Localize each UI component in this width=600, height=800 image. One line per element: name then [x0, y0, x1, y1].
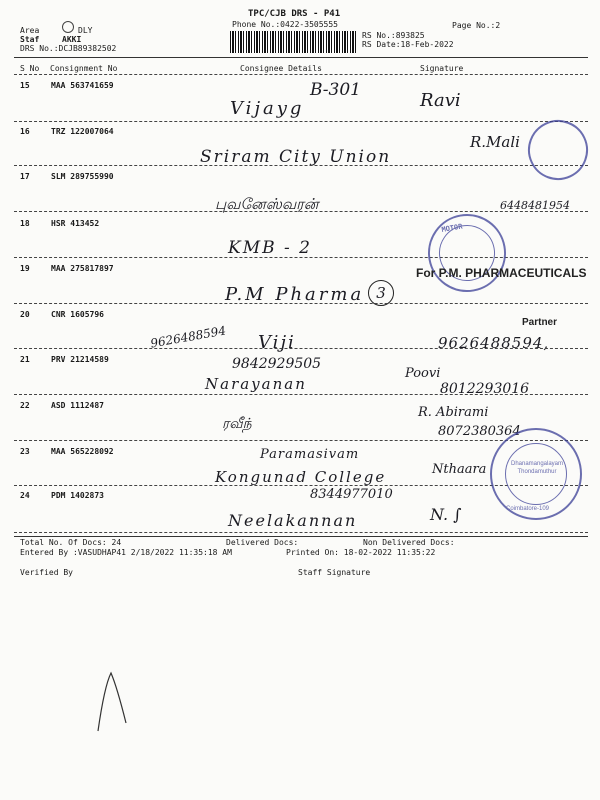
row-consignment: PDM 1402873 [51, 491, 104, 500]
rubber-stamp [520, 112, 597, 189]
row-signature: R. Abirami [418, 405, 489, 420]
rs-number: RS No.:893825 [362, 31, 425, 40]
motor-stamp [422, 208, 512, 298]
row-consignee-extra: 9842929505 [232, 356, 322, 372]
row-consignee-name: Viji [258, 332, 296, 353]
row-consignment: MAA 275817897 [51, 264, 114, 273]
area-label: Area [20, 26, 40, 35]
row-divider [14, 121, 588, 122]
row-sno: 20 [20, 310, 30, 319]
row-consignee-name: Neelakannan [228, 511, 358, 530]
row-consignee-name: KMB - 2 [228, 238, 312, 258]
row-consignee-extra: 8344977010 [310, 487, 393, 502]
motor-stamp-text: MOTOR [440, 222, 464, 234]
row-divider [14, 211, 588, 212]
row-consignee-name: Vijayg [230, 98, 305, 119]
column-header-sno: S No [20, 64, 40, 73]
row-consignment: HSR 413452 [51, 219, 100, 228]
row-sno: 19 [20, 264, 30, 273]
header-divider [14, 57, 588, 58]
row-sno: 16 [20, 127, 30, 136]
row-divider [14, 440, 588, 441]
row-divider [14, 165, 588, 166]
row-consignee-name: Paramasivam [260, 447, 360, 462]
non-delivered-docs: Non Delivered Docs: [363, 538, 455, 547]
row-consignment: MAA 563741659 [51, 81, 114, 90]
drs-number: DRS No.:DCJB89382502 [20, 44, 117, 53]
row-consignment: MAA 565228092 [51, 447, 114, 456]
row-signature: Poovi [405, 366, 441, 381]
document-title: TPC/CJB DRS - P41 [248, 9, 341, 19]
row-consignee-name: ரவீந் [222, 416, 252, 432]
nursing-college-stamp [490, 428, 582, 520]
row-sno: 15 [20, 81, 30, 90]
nursing-stamp-city: Coimbatore-109 [506, 506, 550, 512]
signature-scribble: N. ∫ [430, 505, 462, 524]
row-consignment: PRV 21214589 [51, 355, 109, 364]
rs-date: RS Date:18-Feb-2022 [362, 40, 454, 49]
page-number: Page No.:2 [452, 21, 501, 30]
total-docs: Total No. Of Docs: 24 [20, 538, 122, 547]
footer-divider [14, 536, 588, 537]
area-value: DLY [78, 26, 93, 35]
row-sno: 21 [20, 355, 30, 364]
entered-by: Entered By :VASUDHAP41 2/18/2022 11:35:18 AM [20, 548, 232, 557]
row-consignee-name: P.M Pharma [225, 284, 365, 305]
punch-hole-mark [62, 21, 74, 33]
row-signature: Nthaara [432, 462, 487, 477]
staff-signature: Staff Signature [298, 568, 371, 577]
row-sno: 18 [20, 219, 30, 228]
row-sno: 22 [20, 401, 30, 410]
row-consignee-extra: 3 [368, 280, 394, 306]
column-header-consignment: Consignment No [50, 64, 118, 73]
row-sno: 23 [20, 447, 30, 456]
row-consignment: TRZ 122007064 [51, 127, 114, 136]
row-consignee-name: Sriram City Union [200, 147, 392, 167]
row-signature: 6448481954 [500, 199, 570, 212]
row-signature: Ravi [420, 90, 461, 111]
row-divider [14, 303, 588, 304]
row-sno: 17 [20, 172, 30, 181]
handwritten-phone-abirami: 8072380364 [438, 424, 521, 439]
verified-by: Verified By [20, 568, 73, 577]
row-signature: 9626488594, [438, 334, 550, 352]
column-header-consignee: Consignee Details [240, 64, 322, 73]
row-consignment: SLM 289755990 [51, 172, 114, 181]
row-consignment: ASD 1112487 [51, 401, 104, 410]
barcode [230, 31, 356, 53]
row-consignment: CNR 1605796 [51, 310, 104, 319]
staff-value: AKKI [62, 35, 82, 44]
row-consignee-name: Narayanan [205, 375, 307, 393]
column-header-divider [14, 74, 588, 75]
row-sno: 24 [20, 491, 30, 500]
phone-number: Phone No.:0422-3505555 [232, 20, 338, 29]
pen-mark [95, 665, 135, 735]
row-signature: R.Mali [470, 133, 520, 151]
column-header-signature: Signature [420, 64, 464, 73]
pm-pharma-stamp: For P.M. PHARMACEUTICALS [416, 266, 587, 280]
delivered-docs: Delivered Docs: [226, 538, 299, 547]
printed-on: Printed On: 18-02-2022 11:35:22 [286, 548, 436, 557]
row-consignee-extra: B-301 [310, 80, 361, 100]
row-divider [14, 532, 588, 533]
row-divider [14, 348, 588, 349]
staff-label: Staf [20, 35, 40, 44]
row-consignee-extra: Kongunad College [215, 468, 387, 486]
row-consignee-name: புவனேஸ்வரன் [215, 195, 319, 213]
partner-stamp: Partner [522, 317, 558, 328]
nursing-stamp-text: Dhanamangalayam Thondamuthur [510, 461, 564, 475]
row-divider [14, 394, 588, 395]
handwritten-phone-poovi: 8012293016 [440, 381, 530, 397]
row-consignee-extra: 9626488594 [149, 323, 227, 351]
